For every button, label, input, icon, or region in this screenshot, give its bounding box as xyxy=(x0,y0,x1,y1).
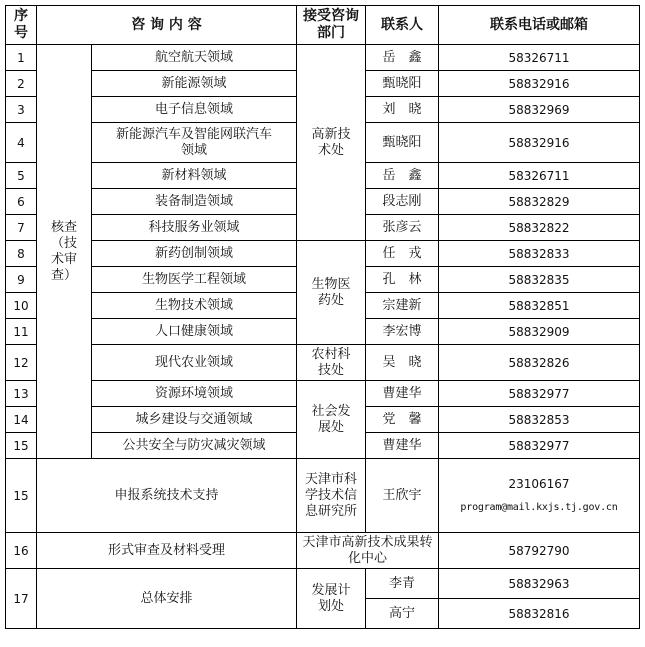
dept-gaoxin-label: 高新技术处 xyxy=(311,126,351,158)
consult-field: 新药创制领域 xyxy=(92,241,297,267)
contact-phone: 58792790 xyxy=(439,533,640,569)
consult-field: 科技服务业领域 xyxy=(92,215,297,241)
header-seq: 序号 xyxy=(6,6,37,45)
dept-shengwu xyxy=(297,241,366,345)
contact-person: 岳 鑫 xyxy=(366,163,439,189)
contact-phone: 58832851 xyxy=(439,293,640,319)
consult-field: 人口健康领域 xyxy=(92,319,297,345)
contact-phone: 58832963 xyxy=(439,569,640,599)
contact-phone: 58832969 xyxy=(439,97,640,123)
consult-field: 航空航天领域 xyxy=(92,45,297,71)
table-row xyxy=(6,45,640,71)
contact-phone: 58832835 xyxy=(439,267,640,293)
contact-person: 高宁 xyxy=(366,599,439,629)
consult-field: 申报系统技术支持 xyxy=(37,459,297,533)
dept-tianjin-info xyxy=(297,459,366,533)
row-number: 13 xyxy=(6,381,37,407)
contact-phone: 58832816 xyxy=(439,599,640,629)
dept-fazhan-label: 发展计划处 xyxy=(311,582,351,614)
contact-phone: 58832829 xyxy=(439,189,640,215)
contact-person: 李宏博 xyxy=(366,319,439,345)
dept-shengwu-label: 生物医药处 xyxy=(311,276,351,308)
contact-person: 任 戎 xyxy=(366,241,439,267)
contact-phone: 58832822 xyxy=(439,215,640,241)
dept-fazhan xyxy=(297,569,366,629)
contact-phone: 58832833 xyxy=(439,241,640,267)
consult-field: 装备制造领域 xyxy=(92,189,297,215)
row-number: 7 xyxy=(6,215,37,241)
row-number: 10 xyxy=(6,293,37,319)
contact-person: 王欣宇 xyxy=(366,459,439,533)
row-number: 11 xyxy=(6,319,37,345)
row-number: 15 xyxy=(6,459,37,533)
table-row xyxy=(6,381,640,407)
row-number: 9 xyxy=(6,267,37,293)
contact-person: 张彦云 xyxy=(366,215,439,241)
category-review-label: 核查（技术审查） xyxy=(50,219,77,283)
contact-person: 曹建华 xyxy=(366,381,439,407)
contact-person: 甄晓阳 xyxy=(366,123,439,163)
row-number: 2 xyxy=(6,71,37,97)
contact-person: 段志刚 xyxy=(366,189,439,215)
contact-phone-email xyxy=(439,459,640,533)
table-row xyxy=(6,241,640,267)
dept-tianjin-chengguo xyxy=(297,533,439,569)
table-row-support xyxy=(6,459,640,533)
dept-shehui-label: 社会发展处 xyxy=(311,403,351,435)
contact-person: 吴 晓 xyxy=(366,345,439,381)
consult-field: 生物医学工程领域 xyxy=(92,267,297,293)
contact-person: 党 馨 xyxy=(366,407,439,433)
dept-tianjin-chengguo-label: 天津市高新技术成果转化中心 xyxy=(302,534,433,566)
header-phone: 联系电话或邮箱 xyxy=(439,6,640,45)
dept-nongcun-label: 农村科技处 xyxy=(311,346,351,378)
contact-phone: 58832977 xyxy=(439,381,640,407)
consult-field: 总体安排 xyxy=(37,569,297,629)
consult-field: 公共安全与防灾减灾领域 xyxy=(92,433,297,459)
row-number: 12 xyxy=(6,345,37,381)
table-header-row xyxy=(6,6,640,45)
contact-phone: 23106167 xyxy=(508,476,570,491)
table-row-formal xyxy=(6,533,640,569)
contact-person: 甄晓阳 xyxy=(366,71,439,97)
contact-person: 岳 鑫 xyxy=(366,45,439,71)
table-row-overall xyxy=(6,569,640,599)
row-number: 17 xyxy=(6,569,37,629)
dept-tianjin-info-label: 天津市科学技术信息研究所 xyxy=(304,471,357,519)
consult-field: 新能源领域 xyxy=(92,71,297,97)
category-review xyxy=(37,45,92,459)
dept-nongcun xyxy=(297,345,366,381)
contact-person: 曹建华 xyxy=(366,433,439,459)
contact-phone: 58832909 xyxy=(439,319,640,345)
row-number: 3 xyxy=(6,97,37,123)
consult-field: 城乡建设与交通领域 xyxy=(92,407,297,433)
contact-phone: 58832826 xyxy=(439,345,640,381)
contact-phone: 58326711 xyxy=(439,45,640,71)
row-number: 5 xyxy=(6,163,37,189)
header-content: 咨 询 内 容 xyxy=(37,6,297,45)
consult-field: 现代农业领域 xyxy=(92,345,297,381)
header-dept: 接受咨询部门 xyxy=(297,6,366,45)
consult-field: 新能源汽车及智能网联汽车领域 xyxy=(92,123,297,163)
consult-field: 生物技术领域 xyxy=(92,293,297,319)
consult-field: 形式审查及材料受理 xyxy=(37,533,297,569)
row-number: 6 xyxy=(6,189,37,215)
consult-field: 电子信息领域 xyxy=(92,97,297,123)
contact-phone: 58326711 xyxy=(439,163,640,189)
contact-person: 刘 晓 xyxy=(366,97,439,123)
contact-email[interactable]: program@mail.kxjs.tj.gov.cn xyxy=(460,501,618,513)
contact-person: 孔 林 xyxy=(366,267,439,293)
row-number: 8 xyxy=(6,241,37,267)
table-row xyxy=(6,345,640,381)
contact-phone: 58832916 xyxy=(439,123,640,163)
contact-table xyxy=(5,5,640,629)
contact-phone: 58832916 xyxy=(439,71,640,97)
contact-phone: 58832977 xyxy=(439,433,640,459)
consult-field: 资源环境领域 xyxy=(92,381,297,407)
header-contact: 联系人 xyxy=(366,6,439,45)
row-number: 4 xyxy=(6,123,37,163)
row-number: 16 xyxy=(6,533,37,569)
row-number: 15 xyxy=(6,433,37,459)
row-number: 14 xyxy=(6,407,37,433)
consult-field: 新材料领域 xyxy=(92,163,297,189)
row-number: 1 xyxy=(6,45,37,71)
contact-person: 李青 xyxy=(366,569,439,599)
dept-shehui xyxy=(297,381,366,459)
contact-phone: 58832853 xyxy=(439,407,640,433)
contact-person: 宗建新 xyxy=(366,293,439,319)
dept-gaoxin xyxy=(297,45,366,241)
